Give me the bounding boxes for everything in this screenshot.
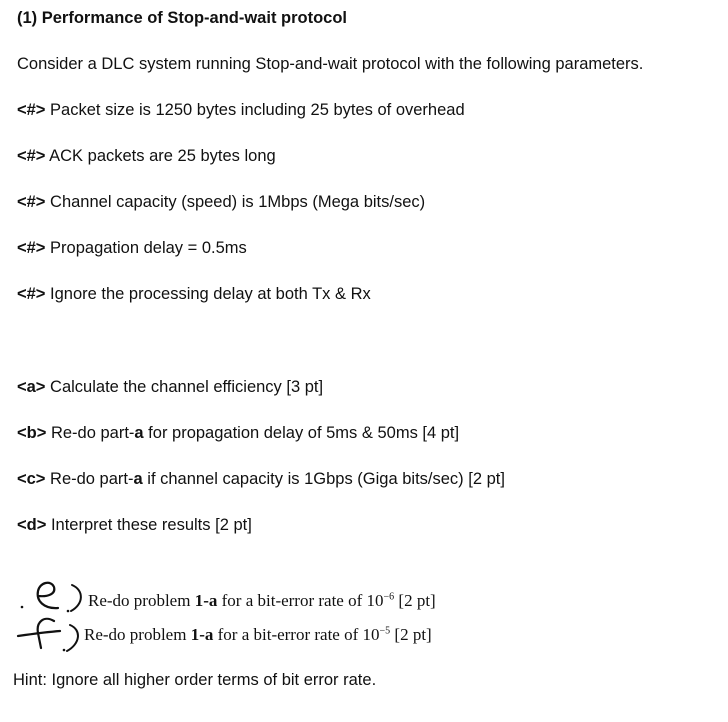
param-tag: <#> bbox=[17, 193, 46, 211]
param-2 bbox=[17, 147, 276, 166]
part-tag: <a> bbox=[17, 378, 46, 396]
part-b bbox=[17, 424, 459, 443]
part-tag: <d> bbox=[17, 516, 47, 534]
ber-base: 10 bbox=[362, 625, 380, 644]
param-text: Propagation delay = 0.5ms bbox=[45, 239, 247, 257]
part-points: [2 pt] bbox=[390, 625, 432, 644]
part-text: Re-do part- bbox=[45, 470, 134, 488]
param-text: Ignore the processing delay at both Tx & Rx bbox=[45, 285, 371, 303]
intro-text: Consider a DLC system running Stop-and-wait protocol with the following parameters. bbox=[17, 55, 644, 73]
part-d bbox=[17, 516, 252, 535]
part-e bbox=[88, 591, 436, 611]
param-4 bbox=[17, 239, 247, 258]
param-5 bbox=[17, 285, 371, 304]
part-text: if channel capacity is 1Gbps (Giga bits/sec) [2 pt] bbox=[142, 470, 505, 488]
part-points: [2 pt] bbox=[394, 591, 436, 610]
part-ref: 1-a bbox=[194, 591, 218, 610]
part-a bbox=[17, 378, 323, 397]
param-tag: <#> bbox=[17, 239, 46, 257]
problem-title: (1) Performance of Stop-and-wait protocol bbox=[17, 9, 348, 27]
part-text: Re-do part- bbox=[46, 424, 135, 442]
part-text: Calculate the channel efficiency [3 pt] bbox=[45, 378, 324, 396]
handwritten-e-marker bbox=[14, 576, 90, 616]
part-f bbox=[84, 625, 432, 645]
ber-exponent: −5 bbox=[379, 625, 391, 637]
part-text: for propagation delay of 5ms & 50ms [4 pt] bbox=[143, 424, 460, 442]
ber-exponent: −6 bbox=[383, 591, 395, 603]
part-text: Re-do problem bbox=[84, 625, 191, 644]
param-tag: <#> bbox=[17, 147, 46, 165]
part-tag: <b> bbox=[17, 424, 47, 442]
part-tag: <c> bbox=[17, 470, 46, 488]
param-tag: <#> bbox=[17, 101, 46, 119]
param-tag: <#> bbox=[17, 285, 46, 303]
param-3 bbox=[17, 193, 425, 212]
part-c bbox=[17, 470, 505, 489]
part-ref: 1-a bbox=[190, 625, 214, 644]
part-text: Re-do problem bbox=[88, 591, 195, 610]
part-text: for a bit-error rate of bbox=[217, 591, 367, 610]
param-text: Channel capacity (speed) is 1Mbps (Mega bits/sec) bbox=[45, 193, 426, 211]
param-text: ACK packets are 25 bytes long bbox=[45, 147, 276, 165]
handwritten-f-marker bbox=[14, 612, 90, 658]
param-text: Packet size is 1250 bytes including 25 bytes of overhead bbox=[45, 101, 465, 119]
part-ref: a bbox=[134, 424, 144, 442]
part-text: Interpret these results [2 pt] bbox=[46, 516, 252, 534]
part-ref: a bbox=[133, 470, 143, 488]
param-1 bbox=[17, 101, 465, 120]
hint-text: Hint: Ignore all higher order terms of bit error rate. bbox=[13, 671, 377, 689]
part-text: for a bit-error rate of bbox=[213, 625, 363, 644]
ber-base: 10 bbox=[366, 591, 384, 610]
